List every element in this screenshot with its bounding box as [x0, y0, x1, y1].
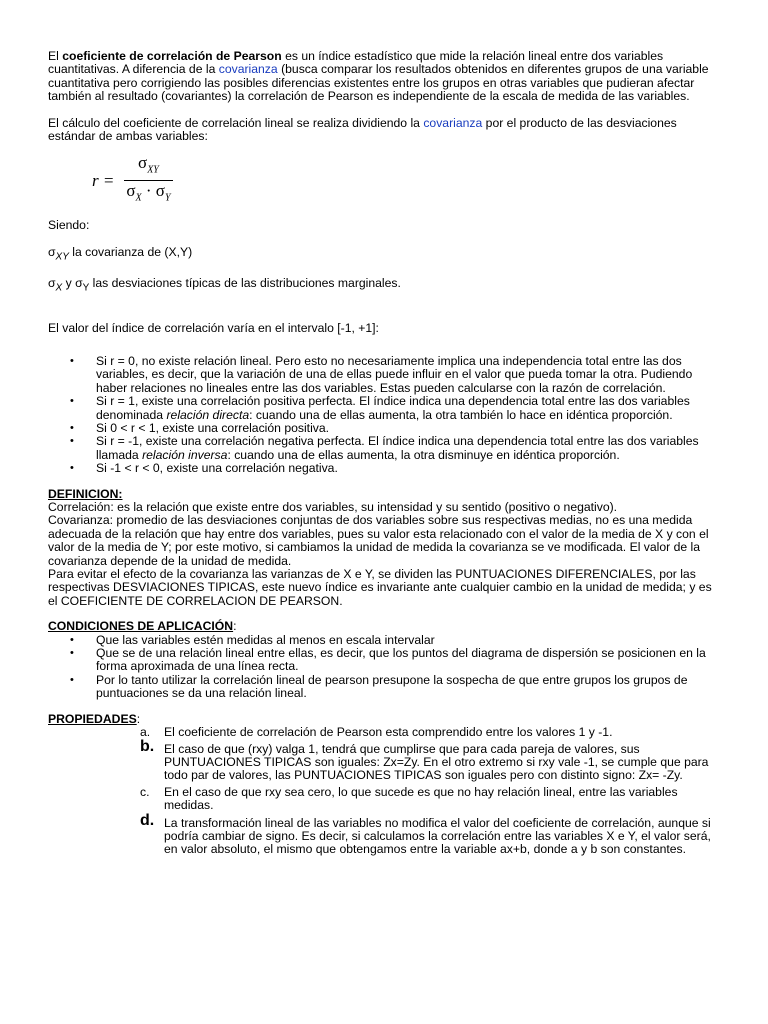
text-run: (busca comparar los resultados obtenidos en diferentes grupos de una variable cuantitativa pero corrigiendo las posibles diferencias existentes entre los grupos en otras variables que pudieran afectar también al resultado (covariantes) la correlación de Pearson es independiente de la escala de medida de las variables. [48, 62, 709, 104]
sigma-symbol: σ [75, 275, 83, 290]
definicion-covarianza: Covarianza: promedio de las desviaciones conjuntas de dos variables sobre sus respectivas medias, no es una medida adecuada de la relación que hay entre dos variables, pues su valor esta relacionado con el valor de la media de X y con el valor de la media de Y; por este motivo, si cambiamos la unidad de medida la covarianza se ve modificada. El valor de la covarianza depende de la unidad de medida. [48, 513, 709, 568]
text-run: En el caso de que rxy sea cero, lo que sucede es que no hay relación lineal, entre las variables medidas. [164, 784, 678, 813]
text-run: y [62, 275, 76, 290]
propiedades-list [48, 726, 720, 857]
text-run: El cálculo del coeficiente de correlación lineal se realiza dividiendo la [48, 115, 424, 130]
siendo-label: Siendo: [48, 218, 90, 233]
definicion-pearson: Para evitar el efecto de la covarianza las varianzas de X e Y, se dividen las PUNTUACIONES DIFERENCIALES, por las respectivas DESVIACIONES TIPICAS, este nuevo índice es invariante ante cualquier cambio en la unidad de medida; y es el COEFICIENTE DE CORRELACION DE PEARSON. [48, 567, 712, 608]
range-bullet-list [48, 355, 720, 476]
formula-lhs: r = [92, 170, 115, 190]
list-marker: a. [140, 725, 151, 740]
list-item [48, 811, 720, 857]
definicion-section [48, 488, 720, 609]
text-run: La transformación lineal de las variables no modifica el valor del coeficiente de correlación, aunque si podría cambiar de signo. Es decir, si calculamos la correlación entre las variables X e Y, el valor será, en valor absoluto, el mismo que obtengamos entre la variable ax+b, donde a y b son constantes. [164, 815, 711, 857]
propiedades-section [48, 713, 720, 857]
text-run: El [48, 49, 63, 63]
sigma-symbol: σ [48, 275, 56, 290]
list-item [48, 647, 720, 674]
list-marker: c. [140, 784, 150, 799]
section-heading-text: CONDICIONES DE APLICACIÓN [48, 619, 234, 634]
formula-numerator [134, 153, 163, 180]
range-paragraph: El valor del índice de correlación varía en el intervalo [-1, +1]: [48, 320, 379, 335]
term-bold: coeficiente de correlación de Pearson [62, 49, 282, 63]
text-run: : [233, 619, 237, 634]
section-heading: DEFINICION: [48, 486, 123, 501]
text-run: Que se de una relación lineal entre ellas, es decir, que los puntos del diagrama de dispersión se posicionen en la forma aproximada de una línea recta. [96, 646, 706, 674]
text-run: : cuando una de ellas aumenta, la otra también lo hace en idéntica proporción. [249, 407, 673, 422]
list-item [48, 674, 720, 701]
list-item [48, 462, 720, 475]
text-run: Si r = -1, existe una correlación negativa perfecta. El índice indica una dependencia total entre las dos variables llamada [96, 434, 699, 462]
dot-operator: · [141, 180, 156, 200]
text-run: Si -1 < r < 0, existe una correlación negativa. [96, 461, 338, 476]
text-run: por el producto de las desviaciones estándar de ambas variables: [48, 115, 677, 144]
list-item [48, 634, 720, 647]
text-run: El caso de que (rxy) valga 1, tendrá que cumplirse que para cada pareja de valores, sus PUNTUACIONES TIPICAS son iguales: Zx=Zy. En el otro extremo si rxy vale -1, se cumple que para todo par de valores, las PUNTUACIONES TIPICAS son iguales pero con distinto signo: Zx= -Zy. [164, 741, 709, 783]
term-italic: relación inversa [142, 447, 228, 462]
sigma-symbol: σ [48, 244, 56, 259]
text-run: las desviaciones típicas de las distribuciones marginales. [89, 275, 401, 290]
covarianza-link-2[interactable]: covarianza [423, 115, 483, 130]
pearson-formula [92, 153, 720, 204]
list-marker: b. [140, 737, 155, 755]
list-item [48, 422, 720, 435]
text-run: Si r = 0, no existe relación lineal. Pero esto no necesariamente implica una independencia total entre las dos variables, es decir, que la variación de una de ellas puede influir en el valor que pueda tomar la otra. Pudiendo haber relaciones no lineales entre las dos variables. Estas pueden calcularse con la razón de correlación. [96, 353, 693, 395]
text-run: la covarianza de (X,Y) [68, 244, 193, 259]
text-run: es un índice estadístico que mide la relación lineal entre dos variables cuantitativas. A diferencia de la [48, 49, 664, 77]
sigma-symbol: σ [138, 153, 148, 173]
list-item [48, 435, 720, 462]
section-heading [48, 620, 720, 633]
subscript: Y [82, 282, 90, 294]
subscript: X [135, 192, 142, 204]
formula-fraction [124, 153, 172, 205]
text-run: : cuando una de ellas aumenta, la otra disminuye en idéntica proporción. [227, 447, 620, 462]
section-heading-text: PROPIEDADES [48, 711, 137, 726]
condiciones-list [48, 634, 720, 701]
list-item [48, 395, 720, 422]
text-run: Por lo tanto utilizar la correlación lineal de pearson presupone la sospecha de que entre grupos los grupos de puntuaciones se da una relación lineal. [96, 672, 688, 701]
text-run: Que las variables estén medidas al menos en escala intervalar [96, 632, 435, 647]
term-italic: relación directa [166, 407, 250, 422]
list-item [48, 355, 720, 395]
covarianza-link[interactable]: covarianza [218, 62, 278, 77]
list-item [48, 786, 720, 813]
list-marker: d. [140, 811, 155, 829]
subscript: XY [147, 164, 159, 176]
text-run: : [136, 711, 141, 726]
subscript: X [55, 282, 63, 294]
def-desviaciones [48, 277, 720, 295]
formula-denominator [124, 180, 172, 205]
text-run: Si r = 1, existe una correlación positiva perfecta. El índice indica una dependencia total entre las dos variables denominada [96, 394, 690, 422]
section-heading [48, 713, 720, 726]
intro-paragraph [48, 50, 720, 104]
document-body [48, 50, 720, 857]
text-run: Si 0 < r < 1, existe una correlación positiva. [96, 420, 330, 435]
sigma-symbol: σ [126, 180, 136, 200]
definicion-correlacion: Correlación: es la relación que existe entre dos variables, su intensidad y su sentido (positivo o negativo). [48, 500, 618, 514]
sigma-symbol: σ [155, 180, 165, 200]
subscript: XY [55, 251, 69, 263]
text-run: El coeficiente de correlación de Pearson esta comprendido entre los valores 1 y -1. [164, 725, 613, 740]
subscript: Y [164, 192, 171, 204]
list-item [48, 737, 720, 783]
def-covarianza [48, 246, 720, 264]
calculo-paragraph [48, 117, 720, 144]
condiciones-section [48, 620, 720, 700]
